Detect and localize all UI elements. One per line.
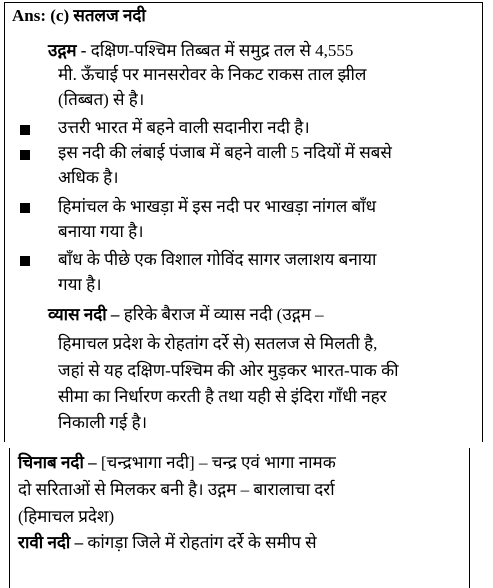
vyas-line-5: निकाली गई है। <box>58 413 148 432</box>
bullet-square-icon <box>20 150 30 160</box>
chenab-paragraph <box>18 452 336 474</box>
vyas-line-2: हिमाचल प्रदेश के रोहतांग दर्रे से) सतलज से मिलती है, <box>58 334 378 353</box>
vyas-paragraph <box>48 304 324 326</box>
chenab-line-3: (हिमाचल प्रदेश) <box>18 507 115 526</box>
answer-heading: Ans: (c) सतलज नदी <box>12 6 146 25</box>
chenab-line-1: [चन्द्रभागा नदी] – चन्द्र एवं भागा नामक <box>100 453 336 472</box>
bullet-2-line-1: इस नदी की लंबाई पंजाब में बहने वाली 5 नदियों में सबसे <box>58 143 392 162</box>
ravi-term: रावी नदी – <box>18 533 84 552</box>
udgam-line-1: दक्षिण-पश्चिम तिब्बत में समुद्र तल से 4,555 <box>90 41 354 60</box>
chenab-term: चिनाब नदी – <box>18 453 97 472</box>
udgam-line-3: (तिब्बत) से है। <box>58 90 145 109</box>
chenab-line-2: दो सरिताओं से मिलकर बनी है। उद्गम – बारालाचा दर्रा <box>18 480 335 499</box>
udgam-term: उद्गम - <box>48 41 87 60</box>
vyas-term: व्यास नदी – <box>48 305 120 324</box>
bullet-2-line-2: अधिक है। <box>58 168 119 187</box>
ravi-line-1: कांगड़ा जिले में रोहतांग दर्रे के समीप से <box>87 533 317 552</box>
udgam-line-2: मी. ऊँचाई पर मानसरोवर के निकट राकस ताल झील <box>58 65 367 84</box>
bullet-4-line-2: गया है। <box>58 275 102 294</box>
vyas-line-3: जहां से यह दक्षिण-पश्चिम की ओर मुड़कर भारत-पाक की <box>58 361 399 380</box>
vyas-line-1: हरिके बैराज में व्यास नदी (उद्गम – <box>123 305 324 324</box>
bullet-square-icon <box>20 256 30 266</box>
bullet-1-line-1: उत्तरी भारत में बहने वाली सदानीरा नदी है। <box>58 118 310 137</box>
vyas-line-4: सीमा का निर्धारण करती है तथा यही से इंदिरा गाँधी नहर <box>58 387 387 406</box>
bullet-3-line-2: बनाया गया है। <box>58 222 144 241</box>
bullet-3-line-1: हिमांचल के भाखड़ा में इस नदी पर भाखड़ा नांगल बाँध <box>58 197 377 216</box>
bullet-4-line-1: बाँध के पीछे एक विशाल गोविंद सागर जलाशय बनाया <box>58 250 377 269</box>
bullet-square-icon <box>20 125 30 135</box>
udgam-paragraph <box>48 40 353 62</box>
ravi-paragraph <box>18 532 317 554</box>
bullet-square-icon <box>20 203 30 213</box>
